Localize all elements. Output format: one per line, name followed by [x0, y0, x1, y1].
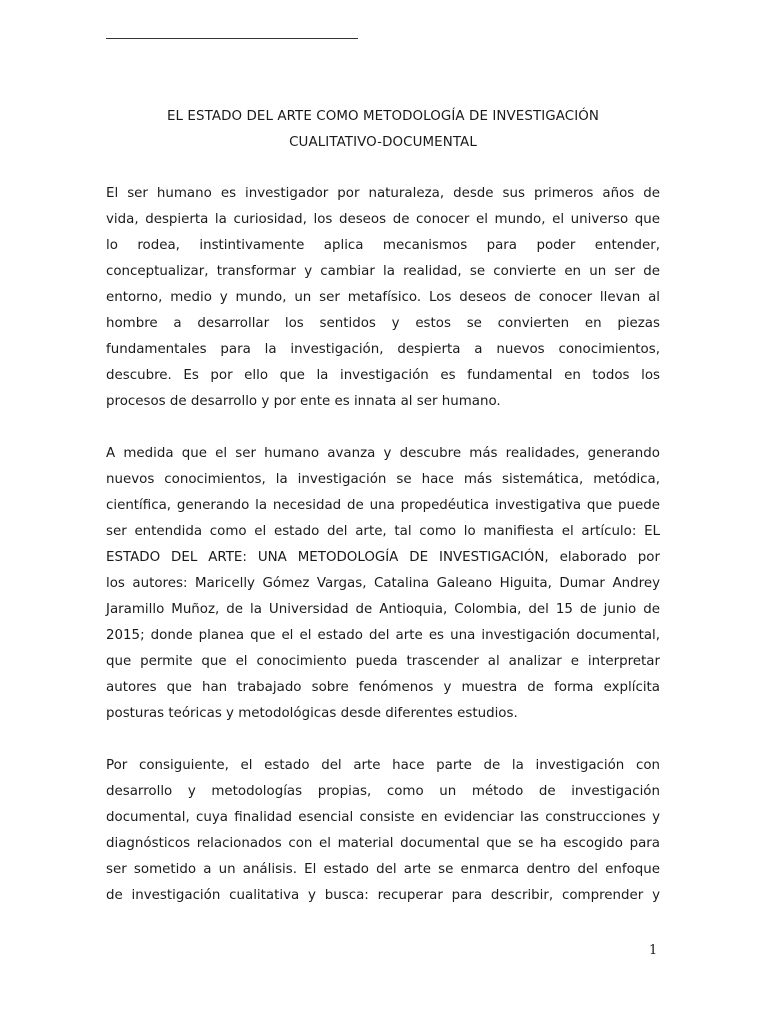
text-line: conceptualizar, transformar y cambiar la realidad, se convierte en un ser de	[106, 264, 660, 279]
header-rule	[106, 38, 358, 39]
text-line: Jaramillo Muñoz, de la Universidad de Antioquia, Colombia, del 15 de junio de	[106, 602, 660, 617]
text-line: ser sometido a un análisis. El estado del arte se enmarca dentro del enfoque	[106, 862, 660, 877]
title-line: CUALITATIVO-DOCUMENTAL	[289, 135, 477, 150]
text-line: procesos de desarrollo y por ente es innata al ser humano.	[106, 394, 501, 409]
text-line: de investigación cualitativa y busca: recuperar para describir, comprender y	[106, 888, 660, 903]
document-title	[106, 104, 660, 156]
paragraph	[106, 181, 660, 415]
title-line: EL ESTADO DEL ARTE COMO METODOLOGÍA DE INVESTIGACIÓN	[166, 109, 600, 124]
text-line: que permite que el conocimiento pueda trascender al analizar e interpretar	[106, 654, 660, 669]
text-line: los autores: Maricelly Gómez Vargas, Catalina Galeano Higuita, Dumar Andrey	[106, 576, 660, 591]
text-line: desarrollo y metodologías propias, como un método de investigación	[106, 784, 660, 799]
page-number: 1	[649, 943, 658, 958]
text-line: nuevos conocimientos, la investigación se hace más sistemática, metódica,	[106, 472, 660, 487]
text-line: A medida que el ser humano avanza y descubre más realidades, generando	[106, 446, 660, 461]
text-line: descubre. Es por ello que la investigación es fundamental en todos los	[106, 368, 660, 383]
text-line: lo rodea, instintivamente aplica mecanismos para poder entender,	[106, 238, 660, 253]
text-line: diagnósticos relacionados con el material documental que se ha escogido para	[106, 836, 660, 851]
text-line: fundamentales para la investigación, despierta a nuevos conocimientos,	[106, 342, 660, 357]
text-line: 2015; donde planea que el el estado del arte es una investigación documental,	[106, 628, 660, 643]
text-line: entorno, medio y mundo, un ser metafísico. Los deseos de conocer llevan al	[106, 290, 660, 305]
text-line: ESTADO DEL ARTE: UNA METODOLOGÍA DE INVESTIGACIÓN, elaborado por	[106, 550, 660, 565]
text-line: El ser humano es investigador por naturaleza, desde sus primeros años de	[106, 186, 660, 201]
text-line: científica, generando la necesidad de una propedéutica investigativa que puede	[106, 498, 660, 513]
text-line: hombre a desarrollar los sentidos y estos se convierten en piezas	[106, 316, 660, 331]
text-line: vida, despierta la curiosidad, los deseos de conocer el mundo, el universo que	[106, 212, 660, 227]
text-line: Por consiguiente, el estado del arte hace parte de la investigación con	[106, 758, 660, 773]
text-line: posturas teóricas y metodológicas desde diferentes estudios.	[106, 706, 518, 721]
text-line: autores que han trabajado sobre fenómenos y muestra de forma explícita	[106, 680, 660, 695]
paragraph	[106, 753, 660, 909]
text-line: ser entendida como el estado del arte, tal como lo manifiesta el artículo: EL	[106, 524, 660, 539]
text-line: documental, cuya finalidad esencial consiste en evidenciar las construcciones y	[106, 810, 660, 825]
paragraph	[106, 441, 660, 727]
document-body	[106, 181, 660, 935]
